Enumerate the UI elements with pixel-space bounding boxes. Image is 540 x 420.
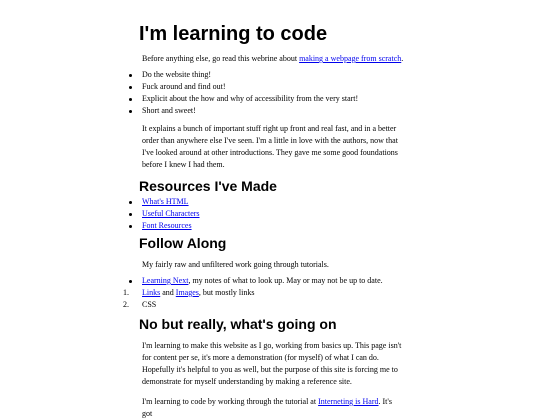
tutorial-paragraph [142, 396, 404, 420]
useful-characters-link[interactable]: Useful Characters [142, 209, 200, 218]
explanation-paragraph: It explains a bunch of important stuff right up front and real fast, and in a better order than anywhere else I've seen. I'm a little in love with the authors, now that I've looked around at other introductions. They gave me some good foundations before I knew I had them. [142, 124, 398, 169]
follow-along-text: My fairly raw and unfiltered work going through tutorials. [142, 260, 329, 269]
intro-paragraph [142, 53, 404, 65]
webpage-from-scratch-link[interactable]: making a webpage from scratch [299, 54, 402, 63]
tutorial-text: I'm learning to code by working through the tutorial at [142, 397, 319, 406]
list-item: Fuck around and find out! [142, 81, 358, 93]
whats-html-link[interactable]: What's HTML [142, 197, 189, 206]
list-item: Short and sweet! [142, 105, 358, 117]
learning-next-description: , my notes of what to look up. May or may not be up to date. [188, 276, 383, 285]
page-title: I'm learning to code [139, 23, 328, 45]
follow-list [142, 275, 383, 287]
list-text: , but mostly links [198, 288, 255, 297]
resources-heading: Resources I've Made [139, 178, 277, 194]
list-item: Do the website thing! [142, 69, 358, 81]
really-paragraph: I'm learning to make this website as I go, working from basics up. This page isn't for content per se, it's more a demonstration (for myself) of what I can do. Hopefully it's helpful to you as well, but the purpose of this site is forcing me to demonstrate for myself understanding by making a reference site. [142, 341, 402, 386]
list-item [142, 196, 200, 208]
features-list [142, 69, 358, 117]
list-text: CSS [142, 300, 157, 309]
intro-period: . [401, 54, 404, 63]
links-link[interactable]: Links [142, 288, 161, 297]
list-item [142, 220, 200, 232]
follow-along-heading: Follow Along [139, 235, 227, 251]
list-item [123, 287, 255, 299]
learning-next-link[interactable]: Learning Next [142, 276, 189, 285]
list-number: 2. [123, 300, 129, 309]
images-link[interactable]: Images [175, 288, 199, 297]
list-number: 1. [123, 288, 129, 297]
list-item [123, 299, 254, 311]
font-resources-link[interactable]: Font Resources [142, 221, 192, 230]
resources-list [142, 196, 200, 232]
list-text: and [160, 288, 176, 297]
intro-text: Before anything else, go read this webrine about [142, 54, 300, 63]
list-item [142, 275, 383, 287]
tutorial-list [123, 287, 255, 311]
list-item: Explicit about the how and why of accessibility from the very start! [142, 94, 359, 103]
list-item [142, 208, 200, 220]
really-heading: No but really, what's going on [139, 316, 337, 332]
interneting-is-hard-link[interactable]: Interneting is Hard [318, 397, 379, 406]
tutorial-text-end: . It's got [142, 397, 392, 418]
